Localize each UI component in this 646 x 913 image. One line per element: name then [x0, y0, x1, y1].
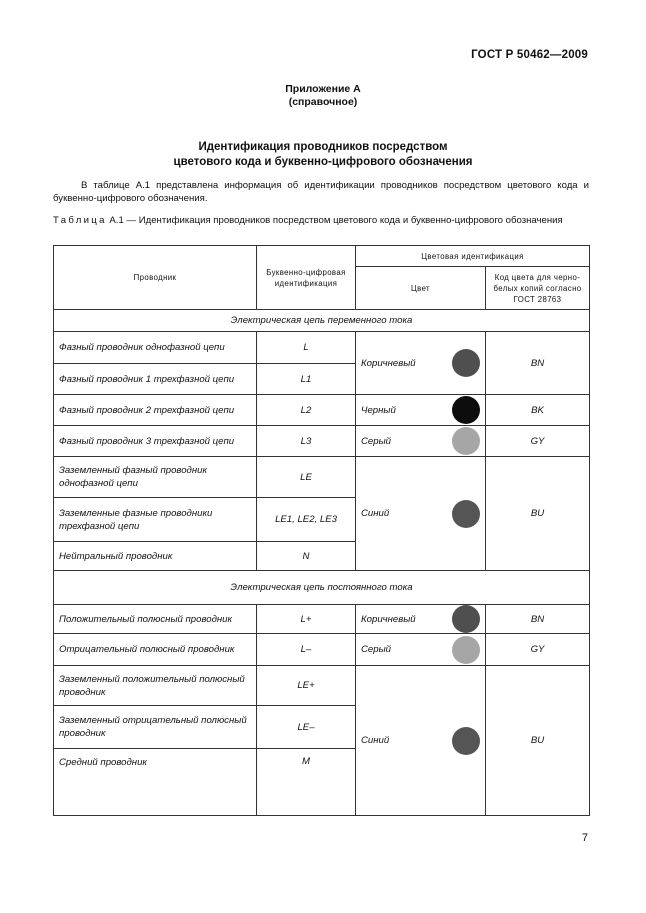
- color-code: BU: [486, 457, 590, 571]
- color-code: GY: [486, 634, 590, 666]
- conductor-name: Фазный проводник однофазной цепи: [54, 332, 257, 364]
- doc-code: ГОСТ Р 50462—2009: [471, 49, 588, 61]
- table-row: [54, 605, 590, 634]
- conductor-name: Фазный проводник 3 трехфазной цепи: [54, 426, 257, 457]
- document-title: [0, 140, 646, 170]
- color-code: GY: [486, 426, 590, 457]
- table-row: [54, 634, 590, 666]
- header-conductor: Проводник: [54, 246, 257, 310]
- color-name: Серый: [361, 644, 391, 655]
- conductor-name: Нейтральный проводник: [54, 542, 257, 571]
- table-row: [54, 395, 590, 426]
- section-ac-title: Электрическая цепь переменного тока: [54, 310, 590, 332]
- color-code: BN: [486, 332, 590, 395]
- header-color-id: Цветовая идентификация: [356, 246, 590, 267]
- conductor-code: M: [257, 749, 356, 816]
- appendix-title: Приложение А: [285, 83, 361, 95]
- title-line-2: цветового кода и буквенно-цифрового обозначения: [173, 156, 473, 168]
- table-row: [54, 426, 590, 457]
- appendix-heading: [0, 83, 646, 109]
- conductor-name: Фазный проводник 2 трехфазной цепи: [54, 395, 257, 426]
- conductor-code: N: [257, 542, 356, 571]
- conductor-code: L3: [257, 426, 356, 457]
- color-swatch-icon: [452, 396, 480, 424]
- title-line-1: Идентификация проводников посредством: [198, 141, 448, 153]
- conductor-name: Заземленный положительный полюсный проводник: [54, 666, 257, 706]
- color-name: Коричневый: [361, 613, 416, 625]
- color-cell: [356, 666, 486, 816]
- color-cell: [356, 426, 486, 457]
- caption-label: Таблица: [53, 215, 107, 226]
- conductor-code: L2: [257, 395, 356, 426]
- color-name: Коричневый: [361, 357, 416, 369]
- color-cell: [356, 395, 486, 426]
- conductor-code: LE+: [257, 666, 356, 706]
- conductor-name: Заземленные фазные проводники трехфазной цепи: [54, 498, 257, 542]
- conductor-code: LE1, LE2, LE3: [257, 498, 356, 542]
- color-swatch-icon: [452, 349, 480, 377]
- color-cell: [356, 332, 486, 395]
- color-swatch-icon: [452, 636, 480, 664]
- conductor-code: L–: [257, 634, 356, 666]
- caption-text: А.1 — Идентификация проводников посредством цветового кода и буквенно-цифрового обозначения: [106, 215, 563, 226]
- table-caption: [53, 214, 589, 227]
- color-name: Синий: [361, 735, 390, 746]
- color-swatch-icon: [452, 605, 480, 633]
- page-number: 7: [581, 832, 588, 844]
- conductor-code: LE–: [257, 706, 356, 749]
- color-code: BU: [486, 666, 590, 816]
- table-row: [54, 332, 590, 364]
- color-cell: [356, 457, 486, 571]
- appendix-subtitle: (справочное): [288, 96, 358, 108]
- color-code: BK: [486, 395, 590, 426]
- conductor-code: L: [257, 332, 356, 364]
- conductor-name: Заземленный фазный проводник однофазной цепи: [54, 457, 257, 498]
- color-code: BN: [486, 605, 590, 634]
- color-name: Синий: [361, 508, 390, 519]
- conductor-code: LE: [257, 457, 356, 498]
- color-cell: [356, 605, 486, 634]
- section-dc-title: Электрическая цепь постоянного тока: [54, 571, 590, 605]
- color-swatch-icon: [452, 500, 480, 528]
- table-row: [54, 457, 590, 498]
- conductor-name: Фазный проводник 1 трехфазной цепи: [54, 364, 257, 395]
- conductor-code: L1: [257, 364, 356, 395]
- conductor-name: Положительный полюсный проводник: [54, 605, 257, 634]
- table-row: [54, 666, 590, 706]
- color-name: Черный: [361, 404, 396, 416]
- header-alnum: Буквенно-цифровая идентификация: [257, 246, 356, 310]
- intro-paragraph: В таблице А.1 представлена информация об идентификации проводников посредством цветового кода и буквенно-цифрового обозначения.: [53, 180, 589, 204]
- color-cell: [356, 634, 486, 666]
- color-swatch-icon: [452, 427, 480, 455]
- color-name: Серый: [361, 435, 391, 447]
- header-color: Цвет: [356, 267, 486, 310]
- header-color-code: Код цвета для черно-белых копий согласно ГОСТ 28763: [486, 267, 590, 310]
- conductor-name: Заземленный отрицательный полюсный проводник: [54, 706, 257, 749]
- conductor-name: Средний проводник: [54, 749, 257, 816]
- conductor-name: Отрицательный полюсный проводник: [54, 634, 257, 666]
- conductor-code: L+: [257, 605, 356, 634]
- identification-table: [53, 245, 590, 816]
- color-swatch-icon: [452, 727, 480, 755]
